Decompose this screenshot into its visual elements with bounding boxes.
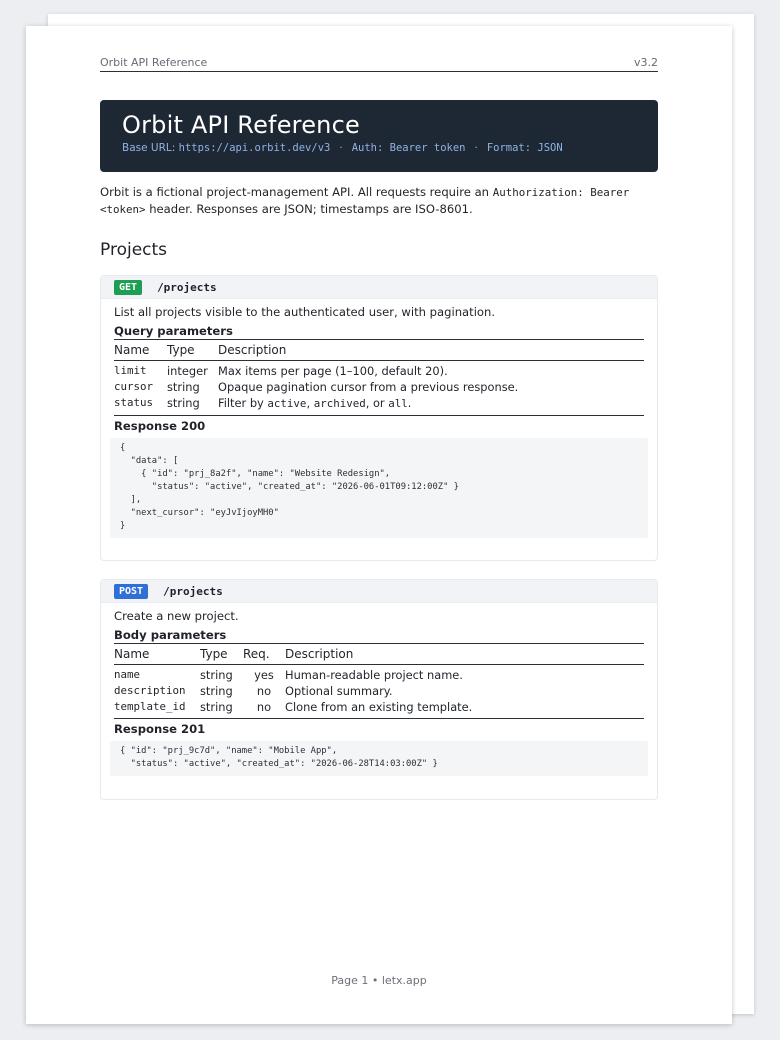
intro-text: header. Responses are JSON; timestamps are ISO-8601. (145, 202, 473, 216)
column-header: Type (200, 644, 243, 665)
param-type: string (167, 380, 200, 394)
desc-text: Filter by (218, 396, 268, 410)
param-type: string (167, 396, 200, 410)
table-row (114, 699, 644, 719)
response-title: Response 200 (114, 419, 206, 433)
param-description: Clone from an existing template. (285, 700, 473, 714)
table-row (114, 395, 644, 416)
meta-separator: · (339, 142, 343, 154)
param-required: yes (254, 668, 274, 682)
column-header: Req. (243, 644, 285, 665)
intro-text: Orbit is a fictional project-management API. All requests require an (100, 185, 493, 199)
param-name: template_id (114, 700, 186, 713)
endpoint-path: /projects (163, 584, 223, 598)
column-header: Name (114, 340, 167, 361)
endpoint-header (101, 580, 657, 603)
banner-meta (122, 142, 636, 154)
endpoint-header (101, 276, 657, 299)
response-code-block: { "data": [ { "id": "prj_8a2f", "name": "Website Redesign", "status": "active", "created_at": "2026-06-01T09:12:00Z" } ], "next_cursor": "eyJvIjoyMH0" } (110, 438, 648, 538)
body-params-table (114, 643, 644, 719)
param-description: Optional summary. (285, 684, 393, 698)
param-name: limit (114, 364, 147, 377)
table-row (114, 379, 644, 395)
document-page (26, 26, 732, 1024)
response-title: Response 201 (114, 722, 206, 736)
intro-paragraph (100, 184, 658, 218)
endpoint-path: /projects (157, 280, 217, 294)
body-params-title: Body parameters (114, 628, 227, 642)
param-description: Opaque pagination cursor from a previous response. (218, 380, 519, 394)
column-header: Name (114, 644, 200, 665)
param-name: description (114, 684, 186, 697)
param-name: cursor (114, 380, 154, 393)
method-badge-get: GET (114, 280, 142, 295)
status-option: archived (313, 397, 366, 410)
page-footer: Page 1 • letx.app (331, 974, 427, 987)
intro-auth-header-code: Authorization: Bearer <token> (100, 186, 630, 216)
desc-text: , (306, 396, 314, 410)
param-name: name (114, 668, 141, 681)
base-url: https://api.orbit.dev/v3 (178, 142, 331, 154)
query-params-title: Query parameters (114, 324, 233, 338)
meta-separator: · (474, 142, 478, 154)
running-header-title: Orbit API Reference (100, 56, 208, 69)
param-type: string (200, 684, 233, 698)
param-description: Max items per page (1–100, default 20). (218, 364, 448, 378)
table-header-row (114, 340, 644, 361)
column-header: Description (285, 644, 644, 665)
param-type: string (200, 668, 233, 682)
status-option: active (267, 397, 307, 410)
param-description: Human-readable project name. (285, 668, 463, 682)
query-params-table (114, 339, 644, 416)
endpoint-description: List all projects visible to the authenticated user, with pagination. (114, 305, 496, 319)
method-badge-post: POST (114, 584, 148, 599)
param-type: string (200, 700, 233, 714)
status-option: all (388, 397, 408, 410)
param-type: integer (167, 364, 208, 378)
table-row (114, 361, 644, 380)
param-required: no (256, 700, 272, 714)
base-url-label: Base URL: (122, 142, 179, 154)
auth-info: Auth: Bearer token (351, 142, 466, 154)
column-header: Description (218, 340, 644, 361)
endpoint-post-projects (100, 579, 658, 800)
desc-text: , or (365, 396, 389, 410)
endpoint-get-projects (100, 275, 658, 561)
running-header-version: v3.2 (633, 56, 658, 69)
running-header (100, 56, 658, 72)
page-title: Orbit API Reference (122, 111, 360, 139)
param-name: status (114, 396, 154, 409)
title-banner (100, 100, 658, 172)
param-required: no (256, 684, 272, 698)
endpoint-description: Create a new project. (114, 609, 239, 623)
section-title-projects: Projects (100, 240, 168, 260)
response-code-block: { "id": "prj_9c7d", "name": "Mobile App", "status": "active", "created_at": "2026-06-28T14:03:00Z" } (110, 741, 648, 776)
param-description (218, 395, 644, 416)
desc-text: . (407, 396, 412, 410)
table-row (114, 665, 644, 684)
column-header: Type (167, 340, 218, 361)
format-info: Format: JSON (486, 142, 563, 154)
table-header-row (114, 644, 644, 665)
table-row (114, 683, 644, 699)
